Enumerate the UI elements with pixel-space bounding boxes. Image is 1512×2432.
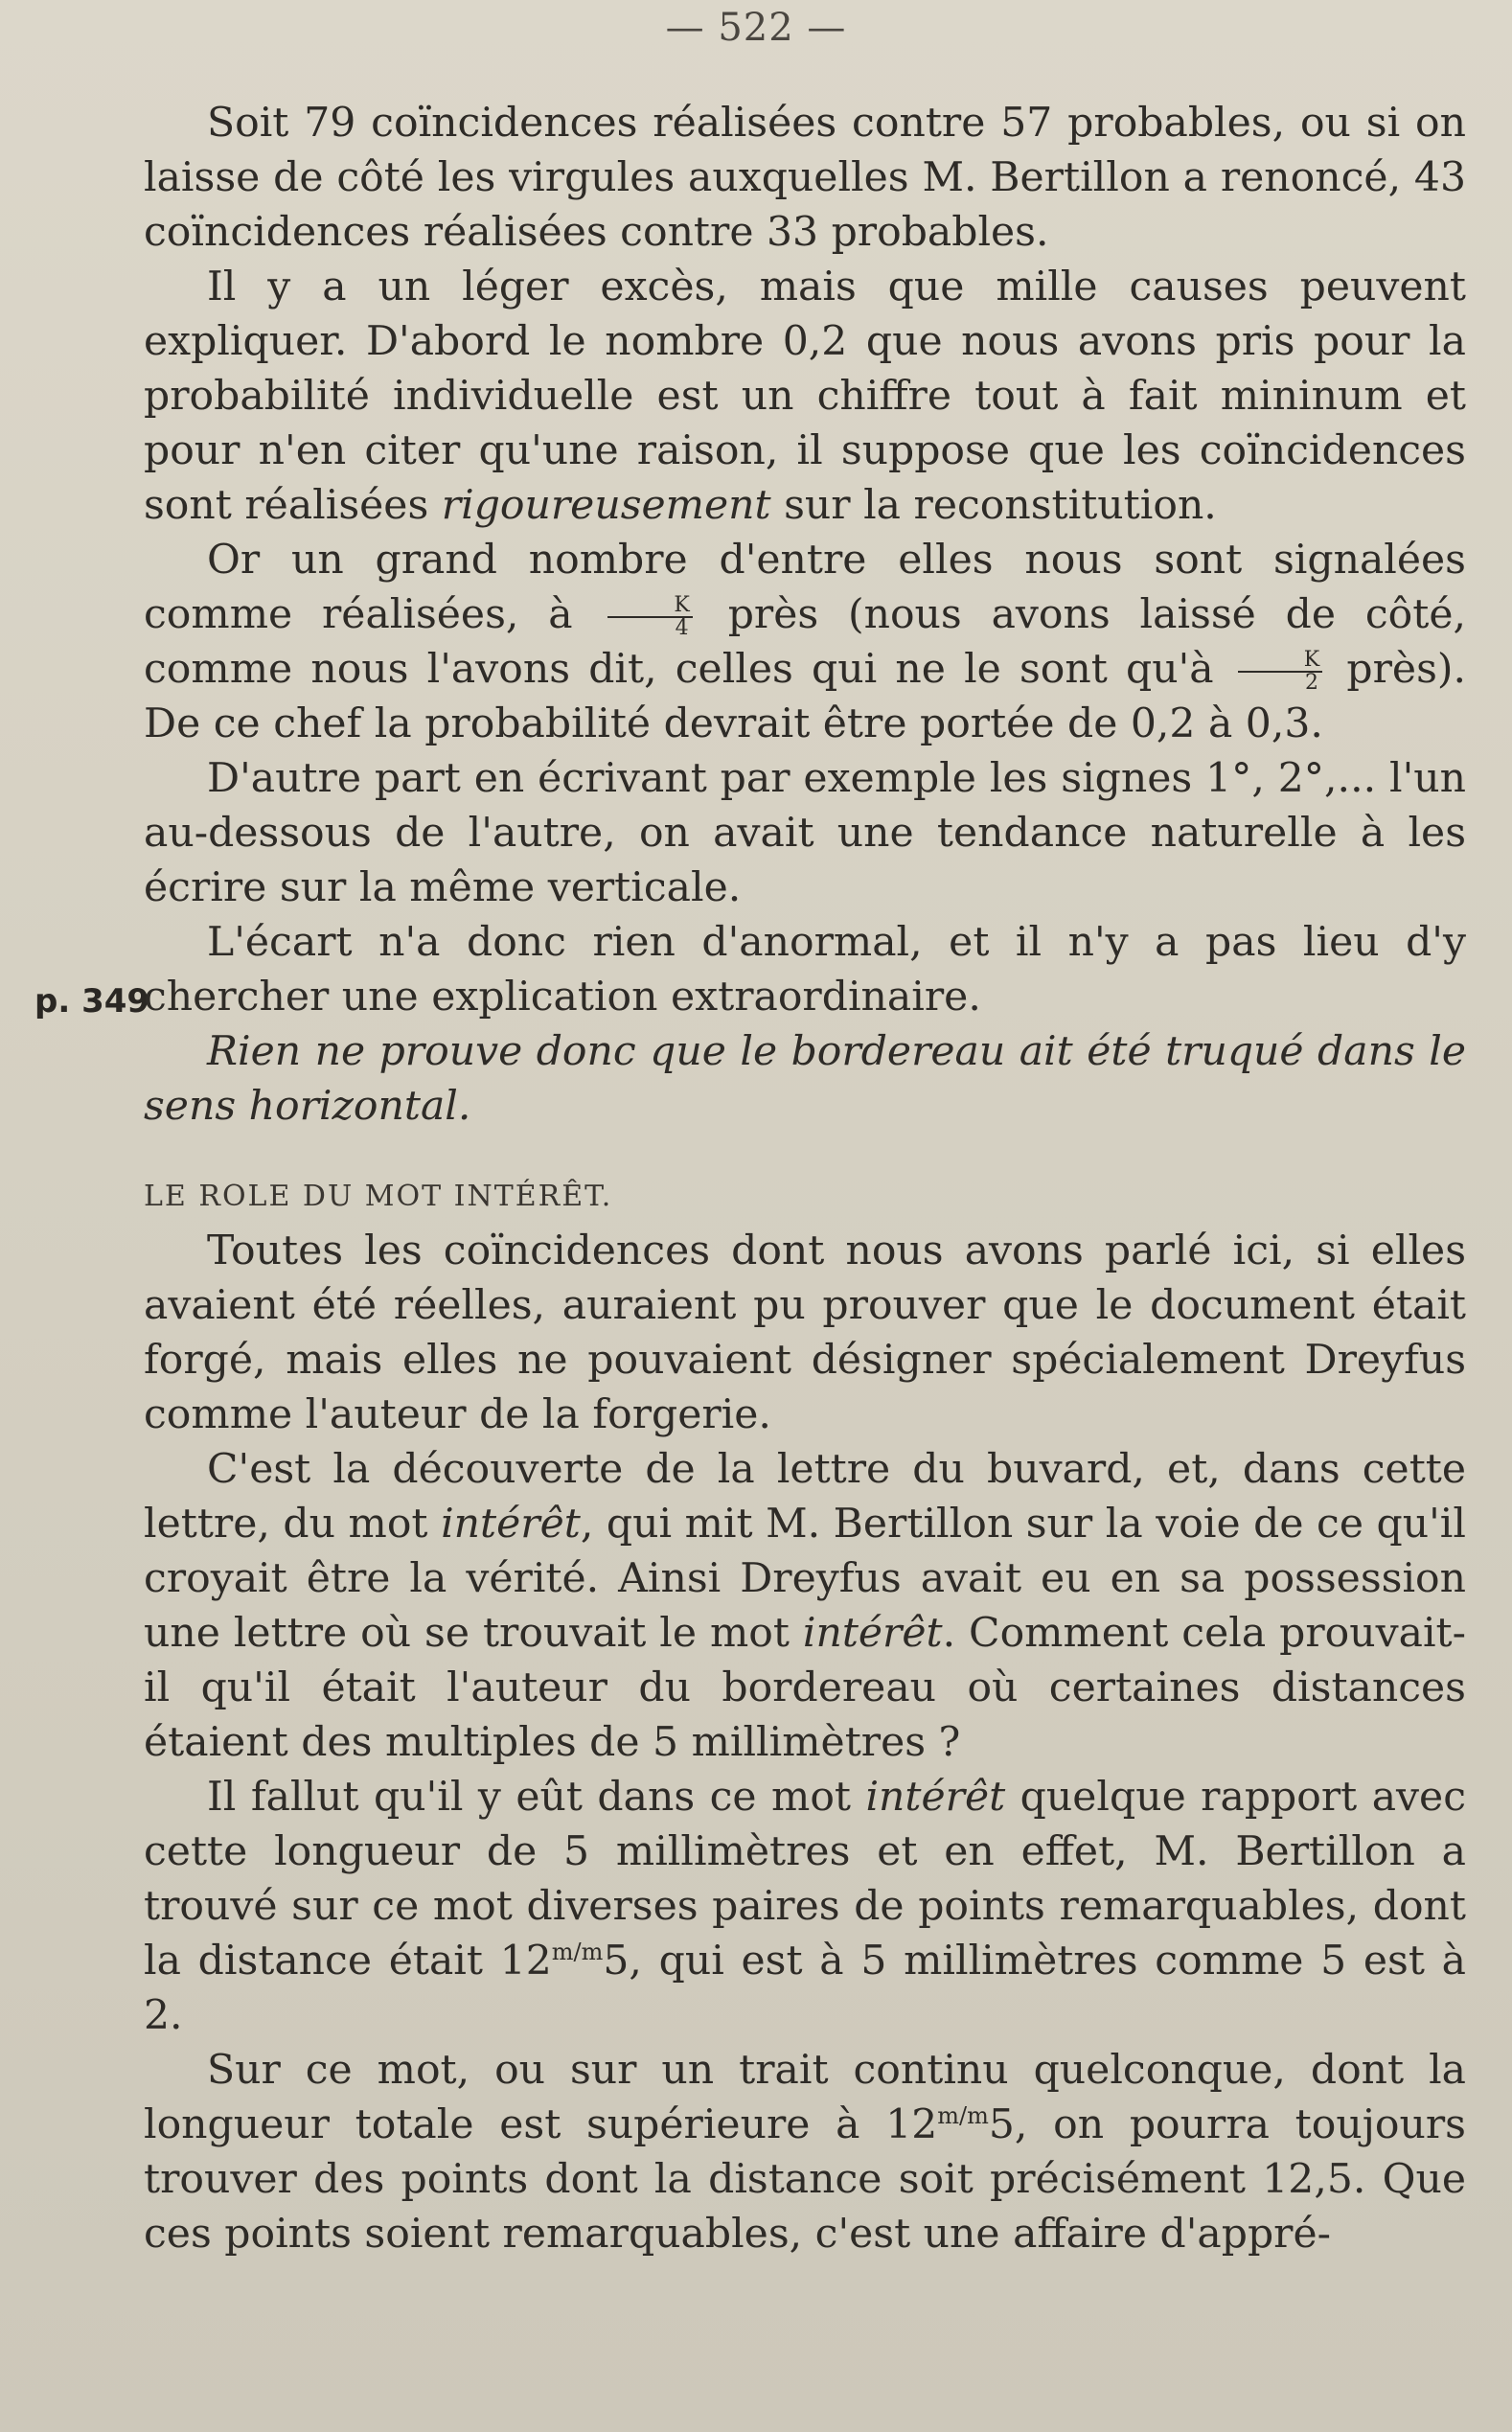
- unit-superscript: m/m: [937, 2101, 989, 2129]
- fraction-k-over-4: $\frac{K}{4}$: [607, 595, 692, 639]
- section-paragraph-2: C'est la découverte de la lettre du buvard, et, dans cette lettre, du mot intérêt, qui mit M. Bertillon sur la voie de ce qu'il croyait être la vérité. Ainsi Dreyfus avait eu en sa possession une lettre où se trouvait le mot intérêt. Comment cela prouvait-il qu'il était l'auteur du bordereau où certaines distances étaient des multiples de 5 millimètres ?: [144, 1446, 1466, 1766]
- margin-page-reference: p. 349: [34, 982, 150, 1021]
- section-paragraph-3: Il fallut qu'il y eût dans ce mot intérêt quelque rapport avec cette longueur de 5 millimètres et en effet, M. Bertillon a trouvé sur ce mot diverses paires de points remarquables, dont la distance était $12^{m/m}5$, qui est à 5 millimètres comme 5 est à 2.: [144, 1774, 1467, 2039]
- emphasis: rigoureusement: [441, 482, 771, 529]
- section-paragraph-1: Toutes les coïncidences dont nous avons parlé ici, si elles avaient été réelles, auraient pu prouver que le document était forgé, mais elles ne pouvaient désigner spécialement Dreyfus comme l'auteur de la forgerie.: [144, 1227, 1466, 1438]
- paragraph-3: Or un grand nombre d'entre elles nous sont signalées comme réalisées, à $\frac{K}{4}$ près (nous avons laissé de côté, comme nous l'avons dit, celles qui ne le sont qu'à $\frac{K}{2}$ près). De ce chef la probabilité devrait être portée de 0,2 à 0,3.: [144, 537, 1466, 747]
- emphasis: intérêt: [865, 1774, 1006, 1821]
- emphasis: intérêt: [441, 1501, 581, 1548]
- paragraph-1: Soit 79 coïncidences réalisées contre 57 probables, ou si on laisse de côté les virgules auxquelles M. Bertillon a renoncé, 43 coïncidences réalisées contre 33 probables.: [144, 100, 1466, 256]
- paragraph-2: Il y a un léger excès, mais que mille causes peuvent expliquer. D'abord le nombre 0,2 que nous avons pris pour la probabilité individuelle est un chiffre tout à fait mininum et pour n'en citer qu'une raison, il suppose que les coïncidences sont réalisées rigoureusement sur la reconstitution.: [144, 264, 1466, 529]
- fraction-k-over-2: $\frac{K}{2}$: [1238, 650, 1322, 694]
- page-body: [144, 96, 1466, 2261]
- emphasis: intérêt: [802, 1610, 943, 1657]
- paragraph-5: L'écart n'a donc rien d'anormal, et il n'y a pas lieu d'y chercher une explication extraordinaire.: [144, 919, 1466, 1021]
- section-paragraph-4: Sur ce mot, ou sur un trait continu quelconque, dont la longueur totale est supérieure à $12^{m/m}5$, on pourra toujours trouver des points dont la distance soit précisément 12,5. Que ces points soient remarquables, c'est une affaire d'appré-: [144, 2047, 1466, 2258]
- page-number: — 522 —: [665, 6, 847, 50]
- paragraph-4: D'autre part en écrivant par exemple les signes 1°, 2°,... l'un au-dessous de l'autre, on avait une tendance naturelle à les écrire sur la même verticale.: [144, 755, 1466, 911]
- paragraph-6-conclusion: Rien ne prouve donc que le bordereau ait été truqué dans le sens horizontal.: [144, 1028, 1466, 1130]
- unit-superscript: m/m: [551, 1938, 604, 1965]
- section-heading: LE ROLE DU MOT INTÉRÊT.: [144, 1180, 613, 1213]
